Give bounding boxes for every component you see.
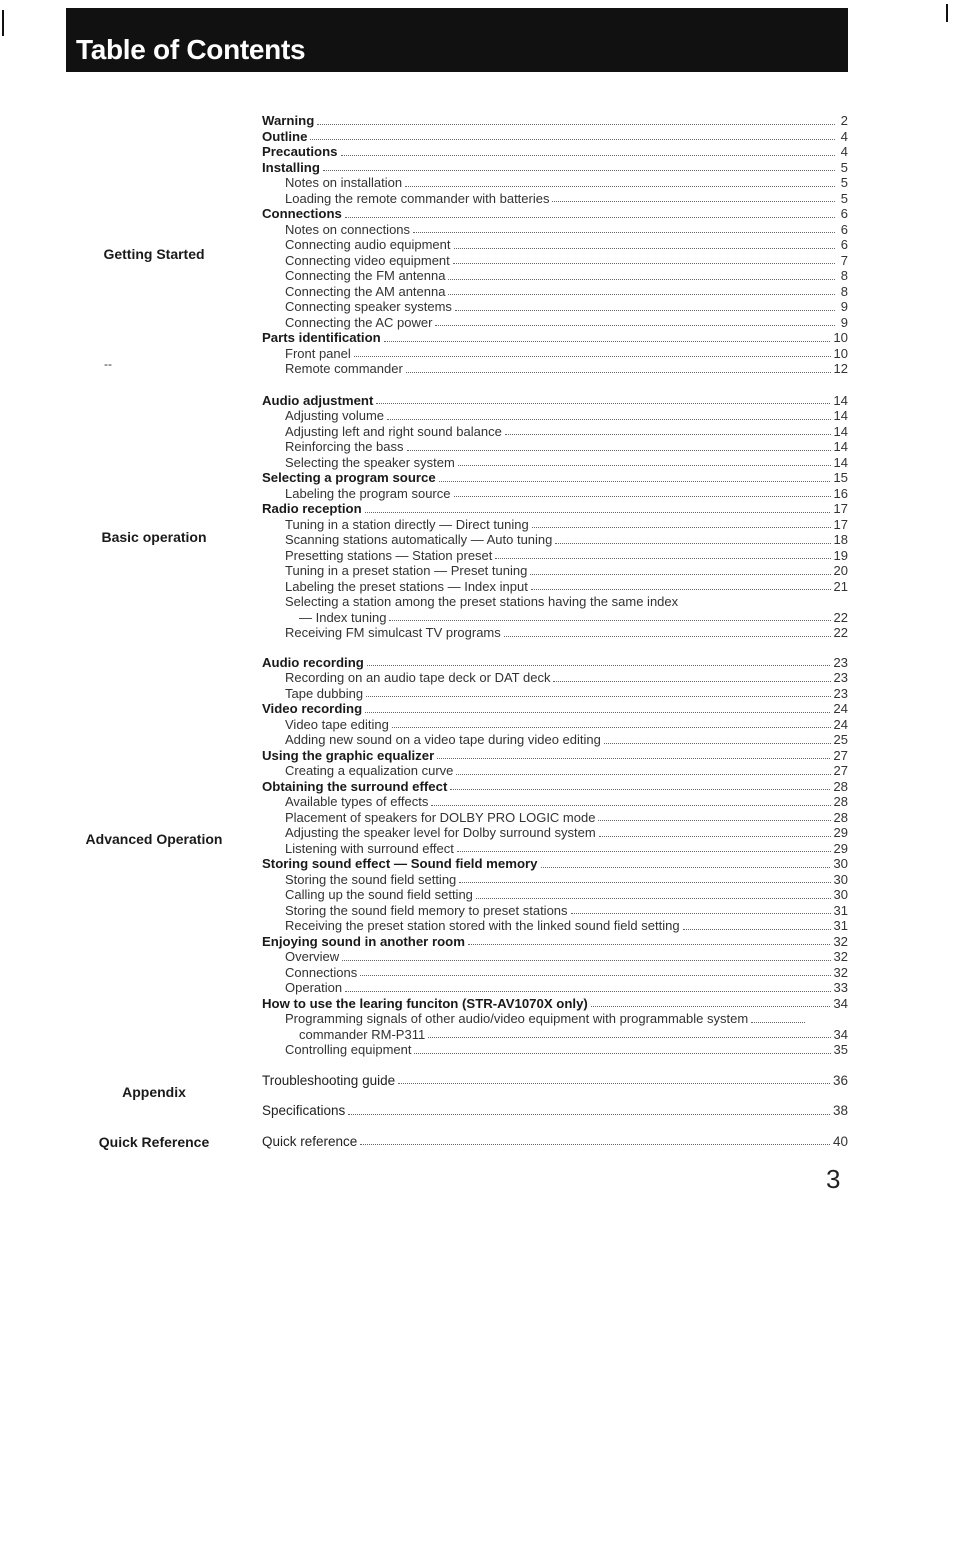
- section-label-getting-started: Getting Started: [103, 246, 205, 262]
- toc-page-number: 23: [833, 670, 848, 685]
- toc-sub-entry[interactable]: [262, 253, 848, 269]
- toc-page-number: 25: [833, 732, 848, 747]
- dot-leader: [384, 340, 831, 342]
- dot-leader: [389, 619, 830, 621]
- toc-group-advanced-operation: [262, 655, 848, 1058]
- toc-group-getting-started: [262, 113, 848, 377]
- toc-heading-entry[interactable]: [262, 996, 848, 1012]
- toc-page-number: 18: [833, 532, 848, 547]
- toc-entry-title: Storing the sound field memory to preset stations: [285, 902, 568, 918]
- toc-entry-title: Notes on connections: [285, 221, 411, 237]
- toc-page-number: 8: [840, 283, 848, 299]
- dot-leader: [405, 185, 835, 187]
- toc-sub-entry[interactable]: [262, 222, 848, 238]
- toc-list: [262, 113, 848, 1149]
- toc-heading-entry[interactable]: [262, 113, 848, 129]
- toc-page-number: 28: [833, 794, 848, 809]
- toc-entry-title: Connecting audio equipment: [285, 237, 451, 252]
- toc-entry-title: Using the graphic equalizer: [262, 747, 435, 763]
- toc-heading-entry[interactable]: [262, 206, 848, 222]
- toc-page-number: 14: [833, 439, 848, 454]
- dot-leader: [310, 138, 835, 140]
- toc-group-specifications: [262, 1103, 848, 1119]
- toc-entry-title: Radio reception: [262, 501, 362, 516]
- dot-leader: [428, 1036, 830, 1038]
- dot-leader: [360, 1143, 830, 1145]
- toc-entry-title: Placement of speakers for DOLBY PRO LOGIC mode: [285, 809, 596, 825]
- toc-sub-entry[interactable]: [262, 810, 848, 826]
- title-banner: [66, 8, 848, 72]
- toc-sub-entry[interactable]: [262, 408, 848, 424]
- toc-page-number: 33: [833, 980, 848, 995]
- toc-entry-title: Connections: [262, 206, 342, 221]
- toc-page-number: 4: [840, 128, 848, 144]
- crop-mark-right: [946, 4, 948, 22]
- toc-entry-title: Selecting the speaker system: [285, 454, 455, 470]
- toc-page-number: 27: [833, 747, 848, 763]
- dot-leader: [414, 1052, 830, 1054]
- toc-sub-entry[interactable]: [262, 732, 848, 748]
- toc-page-number: 7: [840, 252, 848, 268]
- dot-leader: [553, 680, 830, 682]
- dot-leader: [505, 433, 831, 435]
- toc-sub-entry[interactable]: [262, 594, 848, 610]
- dot-leader: [437, 757, 830, 759]
- dot-leader: [455, 309, 835, 311]
- toc-entry-title: Obtaining the surround effect: [262, 778, 448, 794]
- toc-heading-entry[interactable]: [262, 1073, 848, 1089]
- toc-sub-entry[interactable]: [262, 237, 848, 253]
- toc-page-number: 6: [840, 206, 848, 221]
- toc-entry-title: Listening with surround effect: [285, 840, 454, 856]
- toc-sub-entry[interactable]: [262, 532, 848, 548]
- toc-sub-entry[interactable]: [262, 686, 848, 702]
- dot-leader: [317, 123, 835, 125]
- toc-group-appendix: [262, 1073, 848, 1089]
- dot-leader: [751, 1021, 805, 1023]
- toc-page-number: 34: [833, 995, 848, 1011]
- section-label-advanced-operation: Advanced Operation: [85, 831, 223, 847]
- toc-entry-title: Connections: [285, 964, 358, 980]
- stray-mark: --: [104, 357, 112, 371]
- toc-page-number: 32: [833, 933, 848, 949]
- toc-page-number: 31: [833, 902, 848, 918]
- toc-page-number: 10: [833, 345, 848, 361]
- toc-heading-entry[interactable]: [262, 1134, 848, 1150]
- toc-sub-entry[interactable]: [262, 794, 848, 810]
- toc-page-number: 14: [833, 392, 848, 408]
- toc-entry-title: Storing sound effect — Sound field memory: [262, 856, 538, 871]
- dot-leader: [406, 371, 831, 373]
- toc-page-number: 15: [833, 470, 848, 485]
- dot-leader: [454, 247, 835, 249]
- toc-page-number: 24: [833, 716, 848, 732]
- toc-page-number: 6: [840, 221, 848, 237]
- dot-leader: [457, 850, 831, 852]
- toc-group-quick-reference: [262, 1134, 848, 1150]
- toc-entry-title: Remote commander: [285, 361, 403, 376]
- toc-sub-entry[interactable]: [262, 548, 848, 564]
- toc-page-number: 24: [833, 701, 848, 716]
- dot-leader: [392, 726, 831, 728]
- toc-page-number: 6: [840, 237, 848, 252]
- toc-page-number: 14: [833, 408, 848, 423]
- toc-page-number: 32: [833, 964, 848, 980]
- dot-leader: [458, 464, 831, 466]
- dot-leader: [348, 1113, 830, 1115]
- toc-heading-entry[interactable]: [262, 470, 848, 486]
- section-label-basic-operation: Basic operation: [101, 529, 207, 545]
- toc-entry-title: Connecting the FM antenna: [285, 268, 446, 283]
- toc-sub-entry[interactable]: [262, 284, 848, 300]
- toc-sub-entry[interactable]: [262, 670, 848, 686]
- toc-entry-title: Video tape editing: [285, 716, 389, 732]
- toc-page-number: 40: [832, 1133, 848, 1149]
- toc-entry-title: Recording on an audio tape deck or DAT deck: [285, 670, 551, 685]
- toc-sub-entry[interactable]: [262, 825, 848, 841]
- toc-page-number: 23: [833, 654, 848, 670]
- toc-heading-entry[interactable]: [262, 160, 848, 176]
- toc-page-number: 14: [833, 423, 848, 439]
- dot-leader: [435, 324, 835, 326]
- toc-page-number: 28: [833, 809, 848, 825]
- toc-entry-title: Tape dubbing: [285, 685, 364, 701]
- toc-sub-entry[interactable]: [262, 361, 848, 377]
- toc-sub-entry[interactable]: [262, 965, 848, 981]
- toc-sub-entry[interactable]: [262, 175, 848, 191]
- toc-page-number: 10: [833, 330, 848, 345]
- toc-group-basic-operation: [262, 393, 848, 641]
- toc-entry-title: Loading the remote commander with batteries: [285, 190, 550, 206]
- dot-leader: [323, 169, 835, 171]
- toc-entry-title: Selecting a station among the preset stations having the same index: [285, 594, 679, 609]
- toc-page-number: 28: [833, 778, 848, 794]
- toc-gap: [262, 1088, 848, 1103]
- dot-leader: [439, 480, 831, 482]
- toc-heading-entry[interactable]: [262, 748, 848, 764]
- toc-page-number: 9: [840, 299, 848, 314]
- toc-entry-title: Tuning in a station directly — Direct tuning: [285, 516, 529, 532]
- dot-leader: [504, 635, 831, 637]
- dot-leader: [591, 1005, 831, 1007]
- toc-entry-title: Specifications: [262, 1103, 346, 1118]
- toc-entry-title: Audio adjustment: [262, 392, 374, 408]
- toc-sub-entry[interactable]: [262, 918, 848, 934]
- section-label-quick-reference: Quick Reference: [98, 1134, 210, 1150]
- toc-gap: [262, 1058, 848, 1073]
- dot-leader: [531, 588, 831, 590]
- toc-sub-entry[interactable]: [262, 268, 848, 284]
- toc-page-number: 5: [840, 190, 848, 206]
- page-number: 3: [826, 1164, 841, 1194]
- toc-entry-title: Adding new sound on a video tape during video editing: [285, 732, 601, 747]
- toc-entry-title: Precautions: [262, 144, 338, 159]
- dot-leader: [354, 355, 831, 357]
- toc-entry-title: Warning: [262, 113, 315, 128]
- dot-leader: [555, 542, 830, 544]
- dot-leader: [495, 557, 830, 559]
- dot-leader: [342, 959, 830, 961]
- toc-entry-title: Outline: [262, 128, 308, 144]
- toc-sub-entry[interactable]: [262, 299, 848, 315]
- toc-sub-entry[interactable]: [262, 903, 848, 919]
- toc-sub-entry[interactable]: [262, 625, 848, 641]
- toc-sub-entry[interactable]: [262, 717, 848, 733]
- dot-leader: [413, 231, 835, 233]
- toc-page-number: 5: [840, 159, 848, 175]
- toc-heading-entry[interactable]: [262, 1103, 848, 1119]
- toc-entry-title: Labeling the program source: [285, 485, 451, 501]
- toc-entry-title: Audio recording: [262, 654, 364, 670]
- toc-entry-title: — Index tuning: [299, 609, 387, 625]
- toc-entry-title: Operation: [285, 980, 343, 995]
- toc-heading-entry[interactable]: [262, 856, 848, 872]
- toc-sub-entry[interactable]: [262, 486, 848, 502]
- toc-entry-title: How to use the learing funciton (STR-AV1070X only): [262, 995, 588, 1011]
- dot-leader: [450, 788, 830, 790]
- toc-entry-title: Presetting stations — Station preset: [285, 547, 493, 563]
- toc-entry-title: Receiving FM simulcast TV programs: [285, 625, 501, 640]
- dot-leader: [530, 573, 830, 575]
- toc-entry-title: commander RM-P311: [299, 1026, 426, 1042]
- dot-leader: [345, 990, 830, 992]
- page-title: Table of Contents: [76, 34, 306, 65]
- toc-entry-title: Troubleshooting guide: [262, 1072, 396, 1088]
- toc-heading-entry[interactable]: [262, 330, 848, 346]
- toc-page-number: 29: [833, 840, 848, 856]
- dot-leader: [598, 819, 830, 821]
- toc-sub-entry[interactable]: [262, 841, 848, 857]
- toc-gap: [262, 377, 848, 393]
- toc-entry-title: Receiving the preset station stored with the linked sound field setting: [285, 918, 680, 933]
- dot-leader: [365, 711, 830, 713]
- toc-page-number: 20: [833, 563, 848, 578]
- toc-entry-title: Scanning stations automatically — Auto tuning: [285, 532, 553, 547]
- dot-leader: [448, 278, 835, 280]
- toc-sub-entry[interactable]: [262, 763, 848, 779]
- toc-entry-title: Selecting a program source: [262, 470, 436, 485]
- toc-page-number: 21: [833, 578, 848, 594]
- toc-sub-entry[interactable]: [262, 1027, 848, 1043]
- toc-page-number: 22: [833, 609, 848, 625]
- toc-page-number: 2: [840, 113, 848, 128]
- toc-page-number: 30: [833, 887, 848, 902]
- toc-entry-title: Calling up the sound field setting: [285, 887, 473, 902]
- dot-leader: [367, 664, 830, 666]
- toc-entry-title: Quick reference: [262, 1133, 358, 1149]
- dot-leader: [532, 526, 831, 528]
- dot-leader: [552, 200, 835, 202]
- toc-page-number: 17: [833, 501, 848, 516]
- toc-entry-title: Available types of effects: [285, 794, 429, 809]
- toc-entry-title: Front panel: [285, 345, 351, 361]
- toc-entry-title: Tuning in a preset station — Preset tuning: [285, 563, 528, 578]
- toc-entry-title: Overview: [285, 949, 340, 964]
- dot-leader: [407, 449, 831, 451]
- dot-leader: [366, 695, 830, 697]
- toc-sub-entry[interactable]: [262, 1011, 848, 1027]
- toc-sub-entry[interactable]: [262, 579, 848, 595]
- toc-page-number: 36: [832, 1072, 848, 1088]
- toc-entry-title: Reinforcing the bass: [285, 439, 404, 454]
- toc-entry-title: Connecting speaker systems: [285, 299, 452, 314]
- toc-entry-title: Adjusting volume: [285, 408, 384, 423]
- toc-page-number: 19: [833, 547, 848, 563]
- toc-entry-title: Creating a equalization curve: [285, 763, 454, 778]
- toc-page-number: 34: [833, 1026, 848, 1042]
- toc-page-number: 30: [833, 871, 848, 887]
- toc-page-number: 17: [833, 516, 848, 532]
- toc-page-number: 38: [832, 1103, 848, 1118]
- dot-leader: [376, 402, 830, 404]
- toc-sub-entry[interactable]: [262, 980, 848, 996]
- dot-leader: [468, 943, 830, 945]
- dot-leader: [456, 773, 830, 775]
- dot-leader: [571, 912, 831, 914]
- dot-leader: [476, 897, 831, 899]
- toc-page-number: 29: [833, 825, 848, 840]
- dot-leader: [431, 804, 830, 806]
- toc-page-number: 22: [833, 625, 848, 640]
- toc-heading-entry[interactable]: [262, 779, 848, 795]
- toc-page-number: 14: [833, 454, 848, 470]
- toc-gap: [262, 1119, 848, 1134]
- toc-page-number: 12: [833, 361, 848, 376]
- toc-heading-entry[interactable]: [262, 501, 848, 517]
- dot-leader: [599, 835, 831, 837]
- toc-sub-entry[interactable]: [262, 517, 848, 533]
- dot-leader: [541, 866, 831, 868]
- toc-sub-entry[interactable]: [262, 315, 848, 331]
- toc-page-number: 9: [840, 314, 848, 330]
- toc-entry-title: Installing: [262, 159, 320, 175]
- dot-leader: [398, 1082, 830, 1084]
- toc-sub-entry[interactable]: [262, 949, 848, 965]
- toc-entry-title: Adjusting the speaker level for Dolby surround system: [285, 825, 596, 840]
- toc-page-number: 30: [833, 856, 848, 871]
- dot-leader: [345, 216, 835, 218]
- dot-leader: [454, 495, 831, 497]
- toc-sub-entry[interactable]: [262, 610, 848, 626]
- toc-entry-title: Video recording: [262, 701, 363, 716]
- toc-sub-entry[interactable]: [262, 872, 848, 888]
- toc-entry-title: Connecting the AM antenna: [285, 283, 446, 299]
- toc-heading-entry[interactable]: [262, 393, 848, 409]
- toc-sub-entry[interactable]: [262, 887, 848, 903]
- dot-leader: [448, 293, 835, 295]
- toc-sub-entry[interactable]: [262, 424, 848, 440]
- dot-leader: [453, 262, 835, 264]
- toc-gap: [262, 641, 848, 655]
- toc-sub-entry[interactable]: [262, 346, 848, 362]
- toc-page-number: 16: [833, 485, 848, 501]
- toc-heading-entry[interactable]: [262, 655, 848, 671]
- toc-heading-entry[interactable]: [262, 129, 848, 145]
- toc-entry-title: Parts identification: [262, 330, 381, 345]
- toc-entry-title: Storing the sound field setting: [285, 871, 457, 887]
- toc-entry-title: Connecting the AC power: [285, 314, 433, 330]
- toc-page-number: 27: [833, 763, 848, 778]
- section-label-appendix: Appendix: [122, 1084, 186, 1100]
- toc-sub-entry[interactable]: [262, 191, 848, 207]
- toc-page-number: 23: [833, 685, 848, 701]
- dot-leader: [604, 742, 831, 744]
- dot-leader: [365, 511, 831, 513]
- toc-entry-title: Programming signals of other audio/video equipment with programmable system: [285, 1011, 749, 1026]
- toc-heading-entry[interactable]: [262, 144, 848, 160]
- dot-leader: [459, 881, 830, 883]
- toc-sub-entry[interactable]: [262, 455, 848, 471]
- toc-entry-title: Controlling equipment: [285, 1042, 412, 1057]
- toc-page-number: 32: [833, 949, 848, 964]
- toc-entry-title: Labeling the preset stations — Index input: [285, 578, 528, 594]
- dot-leader: [387, 418, 831, 420]
- toc-page-number: 8: [840, 268, 848, 283]
- crop-mark-left: [2, 10, 4, 36]
- dot-leader: [360, 974, 830, 976]
- toc-page-number: 31: [833, 918, 848, 933]
- toc-sub-entry[interactable]: [262, 563, 848, 579]
- toc-sub-entry[interactable]: [262, 439, 848, 455]
- toc-page-number: 4: [840, 144, 848, 159]
- dot-leader: [341, 154, 836, 156]
- toc-entry-title: Enjoying sound in another room: [262, 933, 465, 949]
- toc-heading-entry[interactable]: [262, 701, 848, 717]
- toc-sub-entry[interactable]: [262, 1042, 848, 1058]
- toc-page-number: 5: [840, 175, 848, 190]
- toc-page-number: 35: [833, 1042, 848, 1057]
- toc-heading-entry[interactable]: [262, 934, 848, 950]
- dot-leader: [683, 928, 831, 930]
- toc-entry-title: Connecting video equipment: [285, 252, 450, 268]
- toc-entry-title: Notes on installation: [285, 175, 403, 190]
- toc-entry-title: Adjusting left and right sound balance: [285, 423, 502, 439]
